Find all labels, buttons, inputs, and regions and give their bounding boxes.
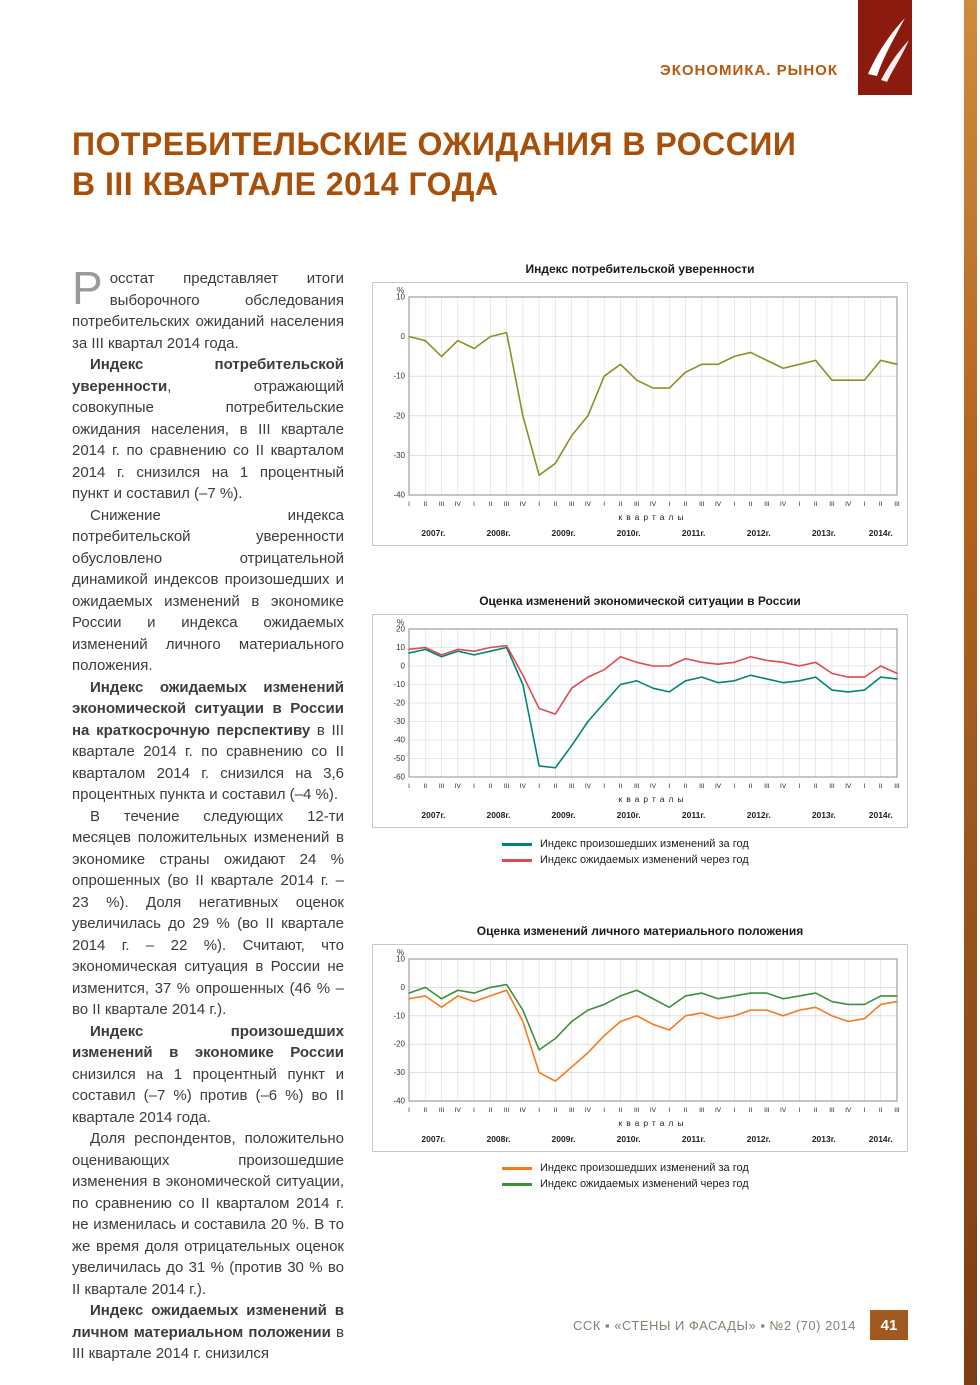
legend-line-swatch bbox=[502, 843, 532, 846]
svg-text:III: III bbox=[894, 501, 900, 508]
svg-text:I: I bbox=[733, 783, 736, 790]
svg-text:-40: -40 bbox=[393, 1096, 405, 1106]
svg-text:II: II bbox=[553, 501, 558, 508]
drop-cap: Р bbox=[72, 262, 103, 314]
svg-text:-10: -10 bbox=[393, 680, 405, 689]
svg-text:IV: IV bbox=[714, 1107, 722, 1114]
svg-text:I: I bbox=[668, 783, 671, 790]
chart-legend bbox=[372, 1160, 908, 1192]
svg-text:2011г.: 2011г. bbox=[681, 528, 706, 538]
svg-text:%: % bbox=[397, 286, 405, 295]
svg-text:-10: -10 bbox=[393, 1011, 405, 1021]
svg-text:I: I bbox=[473, 1107, 475, 1114]
svg-text:-20: -20 bbox=[393, 698, 405, 708]
svg-text:IV: IV bbox=[454, 1107, 461, 1114]
svg-text:III: III bbox=[503, 501, 510, 508]
svg-text:III: III bbox=[438, 501, 445, 508]
journal-line: ССК ▪ «СТЕНЫ И ФАСАДЫ» ▪ №2 (70) 2014 bbox=[573, 1317, 856, 1333]
svg-text:II: II bbox=[618, 501, 623, 508]
svg-text:-40: -40 bbox=[393, 490, 405, 500]
svg-text:-10: -10 bbox=[393, 371, 405, 381]
svg-text:2012г.: 2012г. bbox=[746, 810, 771, 820]
svg-text:I: I bbox=[668, 1107, 671, 1114]
legend-label: Индекс ожидаемых изменений через год bbox=[540, 1178, 749, 1190]
svg-text:2009г.: 2009г. bbox=[551, 810, 576, 820]
svg-text:2007г.: 2007г. bbox=[421, 810, 446, 820]
svg-text:10: 10 bbox=[396, 292, 405, 302]
svg-text:кварталы: кварталы bbox=[618, 794, 688, 804]
svg-text:I: I bbox=[538, 1107, 541, 1114]
svg-text:I: I bbox=[798, 783, 801, 790]
publisher-logo bbox=[858, 0, 912, 95]
svg-text:II: II bbox=[423, 783, 428, 790]
svg-text:2012г.: 2012г. bbox=[746, 1134, 771, 1144]
svg-text:III: III bbox=[894, 783, 900, 790]
svg-text:II: II bbox=[488, 1107, 493, 1114]
chart-plot-area bbox=[372, 282, 908, 546]
legend-line-swatch bbox=[502, 1167, 532, 1170]
chart-plot-area bbox=[372, 614, 908, 828]
svg-text:2010г.: 2010г. bbox=[616, 1134, 641, 1144]
svg-text:I: I bbox=[603, 501, 606, 508]
paragraph: Росстат представляет итоги выборочного обследования потребительских ожиданий населения за III квартал 2014 года. bbox=[72, 262, 344, 352]
svg-text:кварталы: кварталы bbox=[618, 1118, 688, 1128]
swoosh-icon bbox=[858, 0, 912, 95]
svg-text:III: III bbox=[894, 1107, 900, 1114]
svg-text:II: II bbox=[618, 783, 623, 790]
svg-text:III: III bbox=[568, 783, 575, 790]
svg-text:20: 20 bbox=[396, 624, 405, 634]
svg-text:II: II bbox=[683, 1107, 688, 1114]
svg-text:II: II bbox=[748, 501, 753, 508]
svg-text:0: 0 bbox=[400, 332, 405, 342]
svg-text:IV: IV bbox=[584, 1107, 592, 1114]
chart-title: Оценка изменений экономической ситуации в России bbox=[479, 594, 801, 608]
chart-economic-situation bbox=[372, 594, 908, 868]
svg-text:I: I bbox=[538, 783, 541, 790]
svg-text:IV: IV bbox=[454, 783, 461, 790]
svg-text:-30: -30 bbox=[393, 717, 405, 726]
svg-text:III: III bbox=[634, 1107, 640, 1114]
svg-text:II: II bbox=[423, 1107, 428, 1114]
svg-text:2007г.: 2007г. bbox=[421, 1134, 446, 1144]
page-number-badge: 41 bbox=[870, 1310, 908, 1340]
page-edge-strip bbox=[964, 0, 977, 1385]
svg-text:IV: IV bbox=[714, 501, 722, 508]
svg-text:2013г.: 2013г. bbox=[811, 810, 836, 820]
page-footer bbox=[573, 1310, 908, 1340]
svg-text:IV: IV bbox=[649, 501, 657, 508]
legend-label: Индекс произошедших изменений за год bbox=[540, 838, 749, 850]
chart-personal-material-situation bbox=[372, 924, 908, 1192]
svg-text:II: II bbox=[683, 783, 688, 790]
chart-consumer-confidence bbox=[372, 262, 908, 554]
svg-text:IV: IV bbox=[584, 501, 592, 508]
svg-text:II: II bbox=[813, 501, 818, 508]
svg-text:10: 10 bbox=[396, 954, 405, 964]
svg-text:IV: IV bbox=[845, 783, 852, 790]
svg-text:III: III bbox=[438, 783, 445, 790]
svg-text:0: 0 bbox=[400, 982, 405, 992]
svg-text:2014г.: 2014г. bbox=[868, 1134, 893, 1144]
svg-text:I: I bbox=[798, 1107, 801, 1114]
svg-text:-50: -50 bbox=[393, 754, 405, 763]
svg-text:2010г.: 2010г. bbox=[616, 810, 641, 820]
svg-text:II: II bbox=[748, 1107, 753, 1114]
chart-plot-area bbox=[372, 944, 908, 1152]
svg-text:II: II bbox=[423, 501, 428, 508]
svg-text:I: I bbox=[863, 783, 866, 790]
svg-text:-30: -30 bbox=[393, 1068, 405, 1078]
svg-text:II: II bbox=[553, 783, 558, 790]
svg-text:2011г.: 2011г. bbox=[681, 810, 706, 820]
legend-line-swatch bbox=[502, 859, 532, 862]
svg-text:II: II bbox=[878, 501, 883, 508]
svg-text:III: III bbox=[503, 783, 510, 790]
legend-label: Индекс произошедших изменений за год bbox=[540, 1162, 749, 1174]
svg-text:%: % bbox=[397, 618, 405, 627]
svg-text:%: % bbox=[397, 948, 405, 957]
svg-text:II: II bbox=[553, 1107, 558, 1114]
legend-item bbox=[502, 838, 749, 850]
article-title bbox=[72, 124, 922, 204]
svg-text:III: III bbox=[764, 783, 770, 790]
svg-text:IV: IV bbox=[780, 1107, 787, 1114]
svg-text:2008г.: 2008г. bbox=[486, 1134, 511, 1144]
svg-text:III: III bbox=[829, 1107, 835, 1114]
svg-text:IV: IV bbox=[584, 783, 592, 790]
svg-text:II: II bbox=[813, 1107, 818, 1114]
article-title-line2: В III КВАРТАЛЕ 2014 ГОДА bbox=[72, 166, 499, 202]
svg-text:I: I bbox=[863, 1107, 866, 1114]
svg-text:2010г.: 2010г. bbox=[616, 528, 641, 538]
article-body bbox=[72, 262, 344, 1365]
svg-text:II: II bbox=[488, 783, 493, 790]
legend-item bbox=[502, 854, 749, 866]
svg-text:2009г.: 2009г. bbox=[551, 528, 576, 538]
svg-text:III: III bbox=[503, 1107, 510, 1114]
section-label: ЭКОНОМИКА. РЫНОК bbox=[660, 62, 838, 79]
svg-text:IV: IV bbox=[519, 783, 526, 790]
paragraph: Индекс произошедших изменений в экономике России снизился на 1 процентный пункт и составил (–7 %) против (–6 %) во II квартале 2014 года. bbox=[72, 1022, 344, 1126]
svg-text:2008г.: 2008г. bbox=[486, 528, 511, 538]
paragraph: Снижение индекса потребительской уверенности обусловлено отрицательной динамикой индексов произошедших и ожидаемых изменений в экономике России и индекса ожидаемых изменений личного материального положения. bbox=[72, 506, 344, 674]
svg-text:I: I bbox=[603, 1107, 606, 1114]
svg-text:I: I bbox=[408, 1107, 410, 1114]
svg-text:I: I bbox=[798, 501, 801, 508]
svg-text:I: I bbox=[863, 501, 866, 508]
svg-text:2014г.: 2014г. bbox=[868, 810, 893, 820]
article-title-line1: ПОТРЕБИТЕЛЬСКИЕ ОЖИДАНИЯ В РОССИИ bbox=[72, 126, 797, 162]
svg-text:III: III bbox=[438, 1107, 445, 1114]
chart-title: Индекс потребительской уверенности bbox=[525, 262, 755, 276]
svg-text:II: II bbox=[748, 783, 753, 790]
svg-text:10: 10 bbox=[396, 643, 405, 652]
svg-text:-30: -30 bbox=[393, 450, 405, 460]
svg-text:I: I bbox=[408, 501, 410, 508]
svg-text:IV: IV bbox=[519, 1107, 526, 1114]
svg-text:2012г.: 2012г. bbox=[746, 528, 771, 538]
svg-text:IV: IV bbox=[519, 501, 526, 508]
svg-text:III: III bbox=[634, 501, 640, 508]
svg-text:III: III bbox=[568, 501, 575, 508]
legend-item bbox=[502, 1162, 749, 1174]
chart-legend bbox=[372, 836, 908, 868]
paragraph: Доля респондентов, положительно оценивающих произошедшие изменения в экономической ситуации, по сравнению со II кварталом 2014 г. не изменилась и составила 20 %. В то же время доля отрицательных оценок увеличилась до 31 % (против 30 % во II квартале 2014 г.). bbox=[72, 1130, 344, 1298]
svg-text:I: I bbox=[668, 501, 671, 508]
svg-text:-60: -60 bbox=[393, 772, 405, 782]
svg-text:III: III bbox=[764, 1107, 770, 1114]
svg-text:IV: IV bbox=[714, 783, 722, 790]
svg-text:-20: -20 bbox=[393, 411, 405, 421]
svg-text:III: III bbox=[699, 1107, 705, 1114]
svg-text:III: III bbox=[699, 783, 705, 790]
paragraph: В течение следующих 12-ти месяцев положительных изменений в экономике страны ожидают 24 % опрошенных (во II квартале 2014 г. – 23 %). Доля негативных оценок увеличилась до 29 % (во II квартале 2014 г. – 22 %). Считают, что экономическая ситуация в России не изменится, 37 % опрошенных (46 % – во II квартале 2014 г.). bbox=[72, 807, 344, 1018]
chart-title: Оценка изменений личного материального положения bbox=[476, 924, 804, 938]
svg-text:III: III bbox=[829, 783, 835, 790]
svg-text:IV: IV bbox=[845, 501, 852, 508]
svg-text:III: III bbox=[568, 1107, 575, 1114]
svg-text:0: 0 bbox=[400, 661, 405, 671]
svg-text:I: I bbox=[603, 783, 606, 790]
svg-text:I: I bbox=[473, 501, 475, 508]
paragraph: Индекс потребительской уверенности, отражающий совокупные потребительские ожидания населения, в III квартале 2014 г. по сравнению со II кварталом 2014 г. снизился на 1 процентный пункт и составил (–7 %). bbox=[72, 356, 344, 502]
svg-text:2013г.: 2013г. bbox=[811, 528, 836, 538]
svg-text:I: I bbox=[408, 783, 410, 790]
svg-text:I: I bbox=[733, 1107, 736, 1114]
svg-text:2007г.: 2007г. bbox=[421, 528, 446, 538]
svg-text:III: III bbox=[829, 501, 835, 508]
svg-text:IV: IV bbox=[780, 783, 787, 790]
svg-text:2008г.: 2008г. bbox=[486, 810, 511, 820]
svg-text:2014г.: 2014г. bbox=[868, 528, 893, 538]
svg-text:IV: IV bbox=[649, 783, 657, 790]
svg-text:II: II bbox=[683, 501, 688, 508]
svg-text:II: II bbox=[488, 501, 493, 508]
svg-text:II: II bbox=[813, 783, 818, 790]
svg-text:III: III bbox=[699, 501, 705, 508]
svg-text:IV: IV bbox=[845, 1107, 852, 1114]
svg-text:IV: IV bbox=[649, 1107, 657, 1114]
svg-text:-40: -40 bbox=[393, 735, 405, 745]
svg-text:2011г.: 2011г. bbox=[681, 1134, 706, 1144]
svg-text:I: I bbox=[733, 501, 736, 508]
legend-line-swatch bbox=[502, 1183, 532, 1186]
svg-text:I: I bbox=[473, 783, 475, 790]
svg-text:II: II bbox=[878, 783, 883, 790]
svg-text:кварталы: кварталы bbox=[618, 512, 688, 522]
svg-text:II: II bbox=[878, 1107, 883, 1114]
svg-text:III: III bbox=[764, 501, 770, 508]
svg-text:-20: -20 bbox=[393, 1039, 405, 1049]
svg-text:IV: IV bbox=[454, 501, 461, 508]
paragraph: Индекс ожидаемых изменений в личном материальном положении в III квартале 2014 г. снизился bbox=[72, 1302, 344, 1362]
paragraph: Индекс ожидаемых изменений экономической ситуации в России на краткосрочную перспективу в III квартале 2014 г. по сравнению со II кварталом 2014 г. снизился на 3,6 процентных пункта и составил (–4 %). bbox=[72, 678, 344, 803]
legend-item bbox=[502, 1178, 749, 1190]
legend-label: Индекс ожидаемых изменений через год bbox=[540, 854, 749, 866]
svg-text:I: I bbox=[538, 501, 541, 508]
svg-text:2009г.: 2009г. bbox=[551, 1134, 576, 1144]
svg-text:IV: IV bbox=[780, 501, 787, 508]
svg-text:II: II bbox=[618, 1107, 623, 1114]
svg-text:III: III bbox=[634, 783, 640, 790]
svg-text:2013г.: 2013г. bbox=[811, 1134, 836, 1144]
